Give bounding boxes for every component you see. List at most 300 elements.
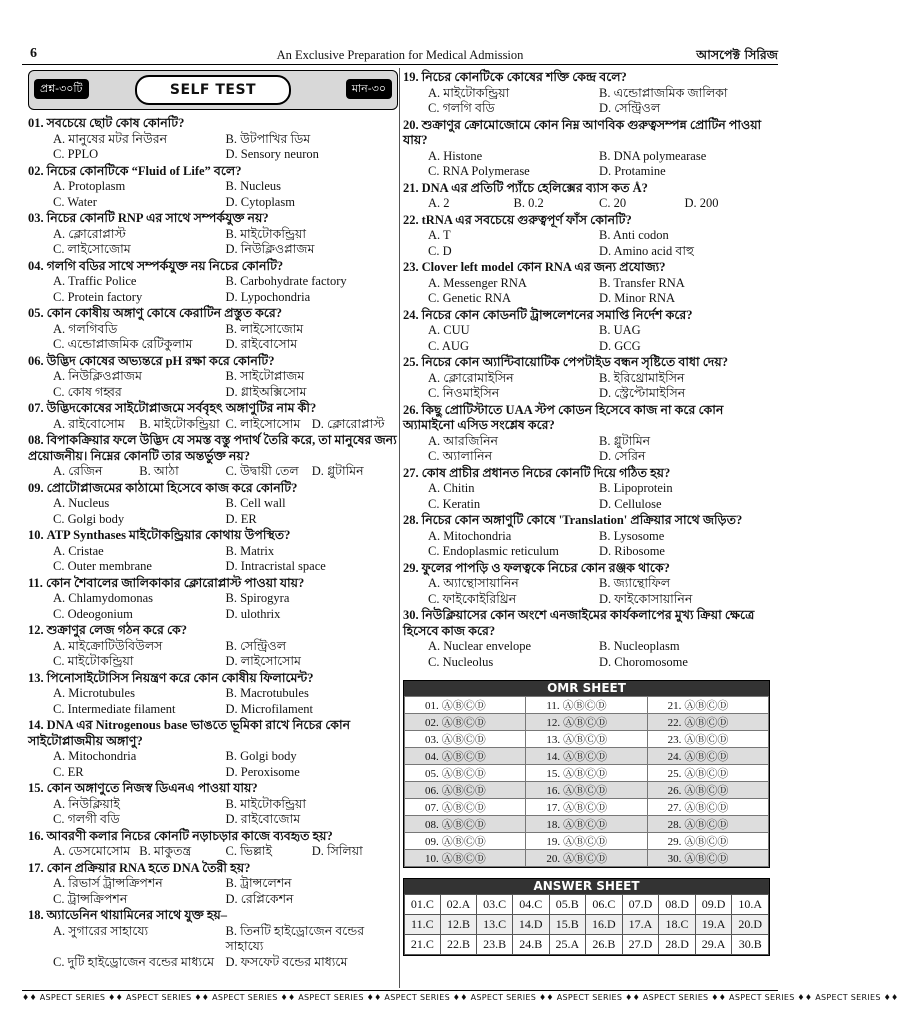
answer-option: D. GCG [599, 338, 641, 353]
answer-option: D. ফাইকোসায়ানিন [599, 591, 693, 606]
question-text: DNA এর প্রতিটি প্যাঁচে হেলিক্সের ব্যাস কত Å? [421, 180, 648, 195]
answer-option: A. সুগারের সাহায্যে [53, 923, 149, 938]
option-list [28, 844, 398, 860]
question-text: নিচের কোনটি RNP এর সাথে সম্পর্কযুক্ত নয়? [46, 211, 269, 225]
option-list [403, 196, 770, 212]
answer-option: C. AUG [428, 338, 469, 353]
answer-option: A. Chlamydomonas [53, 591, 153, 605]
answer-cell: 13.C [477, 915, 513, 935]
question-text: ফুলের পাপড়ি ও ফলত্বকে নিচের কোন রঞ্জক থাকে? [421, 560, 670, 575]
omr-bubbles: ⒶⒷⒸⒹ [441, 767, 486, 780]
option-list [28, 749, 398, 780]
answer-option: A. রাইবোসোম [53, 416, 125, 431]
answer-option: A. Cristae [53, 543, 104, 558]
answer-option: C. Protein factory [53, 289, 143, 304]
answer-cell: 12.B [440, 915, 477, 935]
answer-title: ANSWER SHEET [404, 879, 769, 894]
omr-cell [647, 799, 768, 816]
answer-option: A. Nucleus [53, 496, 110, 510]
question-item [28, 671, 398, 718]
question-number: 21. [403, 180, 419, 195]
omr-cell [405, 714, 526, 731]
omr-row [405, 748, 769, 765]
answer-option: D. Sensory neuron [225, 147, 319, 161]
answer-option: D. 200 [684, 196, 719, 210]
answer-cell: 10.A [732, 895, 769, 915]
omr-row [405, 697, 769, 714]
question-text: উদ্ভিদ কোষের অভ্যন্তরে pH রক্ষা করে কোনটি? [46, 353, 275, 368]
series-name: আসপেক্ট সিরিজ [696, 47, 778, 62]
question-text: নিচের কোন কোডনটি ট্রান্সলেশনের সমাপ্তি নির্দেশ করে? [421, 307, 693, 322]
answer-option: A. CUU [428, 323, 470, 337]
question-item [403, 70, 770, 117]
question-item [403, 608, 770, 670]
question-text: নিচের কোনটিকে “Fluid of Life” বলে? [46, 163, 242, 178]
omr-bubbles: ⒶⒷⒸⒹ [441, 750, 486, 763]
answer-option: B. Transfer RNA [599, 275, 685, 290]
omr-cell [405, 765, 526, 782]
answer-option: D. গ্লাইঅক্সিসোম [225, 384, 307, 399]
question-number: 30. [403, 608, 419, 622]
question-text: শুক্রাণুর ক্রোমোজোমে কোন নিম্ন আণবিক গুরুত্বসম্পন্ন প্রোটিন পাওয়া যায়? [403, 117, 762, 147]
answer-option: C. লাইসোজোম [53, 242, 131, 256]
answer-option: B. DNA polymearase [599, 148, 707, 163]
answer-cell: 03.C [477, 895, 513, 915]
question-text: tRNA এর সবচেয়ে গুরুত্বপূর্ণ ফাঁস কোনটি? [421, 212, 632, 227]
column-divider [399, 68, 400, 988]
question-item [28, 164, 398, 211]
omr-bubbles: ⒶⒷⒸⒹ [684, 733, 729, 746]
option-list [28, 322, 398, 353]
option-list [28, 797, 398, 828]
answer-option: C. নিওমাইসিন [428, 386, 500, 400]
option-list [28, 417, 398, 433]
option-list [403, 323, 770, 354]
omr-cell [647, 748, 768, 765]
omr-number: 23. [667, 734, 682, 746]
question-text: সবচেয়ে ছোট কোষ কোনটি? [46, 116, 185, 130]
omr-cell [526, 799, 647, 816]
omr-bubbles: ⒶⒷⒸⒹ [684, 699, 729, 712]
answer-option: D. Cytoplasm [225, 194, 295, 209]
question-text: DNA এর Nitrogenous base ভাঙতে ভূমিকা রাখে নিচের কোন সাইটোপ্লাজমীয় অঙ্গাণু? [28, 718, 351, 748]
answer-option: A. Protoplasm [53, 179, 126, 193]
omr-bubbles: ⒶⒷⒸⒹ [441, 852, 486, 865]
answer-option: B. গ্লুটামিন [599, 433, 651, 448]
question-item [403, 466, 770, 513]
answer-option: C. কোষ গহ্বর [53, 384, 122, 399]
omr-cell [526, 816, 647, 833]
question-item [28, 528, 398, 575]
answer-option: A. Microtubules [53, 686, 135, 700]
answer-option: C. গলগি বডি [428, 101, 495, 115]
question-number: 02. [28, 163, 44, 178]
question-item [403, 403, 770, 465]
answer-cell: 08.D [659, 895, 696, 915]
question-number: 15. [28, 781, 44, 795]
omr-cell [405, 748, 526, 765]
answer-option: D. লাইসোসোম [225, 654, 301, 668]
answer-option: C. লাইসোসোম [225, 416, 301, 431]
omr-number: 19. [546, 836, 561, 848]
omr-number: 18. [546, 819, 561, 831]
omr-bubbles: ⒶⒷⒸⒹ [684, 835, 729, 848]
omr-bubbles: ⒶⒷⒸⒹ [563, 784, 608, 797]
omr-number: 07. [425, 802, 439, 814]
question-number: 01. [28, 116, 44, 130]
omr-bubbles: ⒶⒷⒸⒹ [563, 733, 608, 746]
answer-option: D. Lypochondria [225, 289, 311, 304]
question-number: 20. [403, 117, 419, 132]
answer-option: B. জ্যান্থোফিল [599, 576, 671, 590]
omr-number: 09. [425, 836, 439, 848]
answer-option: D. Amino acid বাহু [599, 243, 694, 258]
question-number: 18. [28, 908, 44, 922]
omr-row [405, 816, 769, 833]
answer-option: C. উদ্বায়ী তেল [225, 464, 299, 478]
omr-row [405, 782, 769, 799]
answer-cell: 30.B [732, 935, 769, 955]
answer-cell: 16.D [586, 915, 623, 935]
answer-option: C. Nucleolus [428, 654, 494, 669]
omr-bubbles: ⒶⒷⒸⒹ [562, 699, 607, 712]
question-number: 28. [403, 513, 419, 527]
question-count: প্রশ্ন-৩০টি [34, 79, 89, 99]
answer-option: C. 20 [599, 196, 627, 210]
answer-cell: 06.C [586, 895, 623, 915]
omr-cell [526, 731, 647, 748]
omr-number: 13. [546, 734, 561, 746]
question-item [28, 116, 398, 163]
option-list [403, 86, 770, 117]
omr-bubbles: ⒶⒷⒸⒹ [684, 852, 729, 865]
question-number: 16. [28, 828, 44, 843]
omr-bubbles: ⒶⒷⒸⒹ [441, 784, 486, 797]
question-number: 03. [28, 211, 44, 225]
omr-row [405, 765, 769, 782]
answer-option: C. অ্যালানিন [428, 449, 493, 463]
question-text: আবরণী কলার নিচের কোনটি নড়াচড়ার কাজে ব্যবহৃত হয়? [46, 828, 333, 843]
omr-cell [526, 748, 647, 765]
answer-option: B. Carbohydrate factory [225, 274, 347, 288]
answer-option: A. ক্লোরোপ্লাস্ট [53, 226, 126, 241]
answer-cell: 28.D [659, 935, 696, 955]
answer-cell: 05.B [549, 895, 586, 915]
question-text: কোন শৈবালের জালিকাকার ক্লোরোপ্লাস্ট পাওয়া যায়? [45, 575, 305, 590]
omr-cell [526, 765, 647, 782]
marks: মান-৩০ [346, 79, 392, 99]
omr-number: 17. [546, 802, 561, 814]
answer-cell: 17.A [622, 915, 659, 935]
footer-strip: ♦♦ ASPECT SERIES ♦♦ ASPECT SERIES ♦♦ ASPECT SERIES ♦♦ ASPECT SERIES ♦♦ ASPECT SERIES ♦♦ ASPECT SERIES ♦♦ ASPECT SERIES ♦♦ ASPECT SERIES ♦♦ ASPECT SERIES ♦♦ ASPECT SERIES ♦♦ [22, 990, 778, 1002]
answer-option: A. মাইটোকন্ড্রিয়া [428, 85, 510, 100]
omr-bubbles: ⒶⒷⒸⒹ [441, 733, 486, 746]
answer-option: B. ট্রান্সলেশন [225, 876, 292, 890]
question-item [28, 718, 398, 780]
question-text: কোন অঙ্গাণুতে নিজস্ব ডিএনএ পাওয়া যায়? [46, 781, 258, 795]
question-item [28, 354, 398, 401]
answer-cell: 29.A [695, 935, 732, 955]
omr-bubbles: ⒶⒷⒸⒹ [684, 767, 729, 780]
answer-option: A. গলগিবডি [53, 321, 118, 336]
question-item [28, 401, 398, 432]
question-item [403, 561, 770, 608]
question-text: কোন কোষীয় অঙ্গাণু কোষে কেরাটিন প্রস্তুত করে? [46, 306, 282, 320]
answer-cell: 23.B [477, 935, 513, 955]
question-number: 10. [28, 528, 44, 542]
answer-option: A. Traffic Police [53, 274, 137, 288]
question-number: 13. [28, 670, 44, 685]
answer-cell: 18.C [659, 915, 696, 935]
answer-option: A. Mitochondria [428, 528, 512, 543]
answer-option: C. গলগী বডি [53, 812, 120, 826]
answer-option: B. সাইটোপ্লাজম [225, 369, 305, 383]
option-list [28, 686, 398, 717]
omr-cell [526, 714, 647, 731]
omr-number: 24. [667, 751, 682, 763]
answer-option: B. মাকুতন্ত্র [139, 844, 192, 858]
answer-option: D. Choromosome [599, 654, 688, 669]
question-text: কোষ প্রাচীর প্রধানত নিচের কোনটি দিয়ে গঠিত হয়? [421, 465, 671, 480]
answer-option: A. রিভার্স ট্রান্সক্রিপশন [53, 876, 163, 890]
answer-option: D. ulothrix [225, 606, 281, 621]
answer-option: A. অ্যান্থোসায়ানিন [428, 576, 519, 590]
answer-cell: 01.C [405, 895, 441, 915]
option-list [28, 591, 398, 622]
page-number: 6 [30, 46, 37, 61]
omr-cell [526, 833, 647, 850]
answer-option: A. ক্লোরোমাইসিন [428, 370, 514, 385]
answer-option: B. Macrotubules [225, 686, 309, 700]
question-item [403, 260, 770, 307]
question-text: প্রোটোপ্লাজমের কাঠামো হিসেবে কাজ করে কোনটি? [46, 480, 298, 495]
question-item [403, 118, 770, 180]
answer-option: B. মাইটোকন্ড্রিয়া [225, 226, 307, 241]
answer-option: B. Anti codon [599, 228, 669, 242]
option-list [28, 179, 398, 210]
omr-number: 12. [546, 717, 561, 729]
answer-option: B. Nucleoplasm [599, 639, 680, 653]
answer-option: D. ফসফেট বন্ডের মাধ্যমে [225, 954, 348, 969]
answer-option: A. 2 [428, 196, 450, 210]
omr-bubbles: ⒶⒷⒸⒹ [684, 750, 729, 763]
omr-row [405, 714, 769, 731]
omr-number: 22. [667, 717, 682, 729]
answer-cell: 27.D [622, 935, 659, 955]
answer-row [405, 915, 769, 935]
option-list [403, 639, 770, 670]
answer-row [405, 895, 769, 915]
omr-bubbles: ⒶⒷⒸⒹ [684, 801, 729, 814]
option-list [28, 876, 398, 907]
answer-option: D. Minor RNA [599, 291, 676, 305]
question-item [403, 308, 770, 355]
answer-option: D. সেন্ট্রিওল [599, 101, 661, 115]
answer-option: C. ER [53, 764, 84, 779]
option-list [403, 276, 770, 307]
omr-number: 02. [425, 717, 439, 729]
option-list [28, 639, 398, 670]
self-test-title: SELF TEST [135, 75, 291, 105]
answer-option: C. D [428, 243, 452, 258]
omr-number: 16. [546, 785, 561, 797]
answer-cell: 21.C [405, 935, 441, 955]
left-question-list [28, 116, 398, 970]
option-list [403, 371, 770, 402]
omr-bubbles: ⒶⒷⒸⒹ [563, 835, 608, 848]
self-test-banner [28, 70, 398, 110]
omr-number: 08. [425, 819, 439, 831]
answer-option: D. রাইবোজোম [225, 812, 301, 826]
omr-cell [405, 799, 526, 816]
answer-option: A. মাইক্রোটিউবিউলস [53, 638, 163, 653]
question-item [28, 211, 398, 258]
answer-option: D. সিলিয়া [311, 844, 363, 858]
omr-number: 05. [425, 768, 439, 780]
answer-option: C. এন্ডোপ্লাজমিক রেটিকুলাম [53, 337, 193, 351]
answer-option: C. ভিল্লাই [225, 844, 272, 858]
answer-option: A. নিউক্লিওপ্লাজম [53, 369, 142, 383]
omr-bubbles: ⒶⒷⒸⒹ [441, 801, 486, 814]
answer-option: D. গ্লুটামিন [311, 464, 364, 478]
omr-number: 26. [667, 785, 682, 797]
answer-option: D. Peroxisome [225, 764, 300, 779]
omr-cell [405, 697, 526, 714]
omr-bubbles: ⒶⒷⒸⒹ [441, 818, 486, 831]
question-text: বিপাকক্রিয়ার ফলে উদ্ভিদ যে সমস্ত বস্তু পদার্থ তৈরি করে, তা মানুষের জন্য প্রয়োজনীয়। নিম্নের কোনটি তার অন্তর্ভুক্ত নয়? [28, 433, 397, 463]
answer-option: C. দুটি হাইড্রোজেন বন্ডের মাধ্যমে [53, 954, 215, 969]
question-item [28, 306, 398, 353]
question-item [403, 213, 770, 260]
answer-option: B. Lipoprotein [599, 481, 673, 495]
omr-number: 03. [425, 734, 439, 746]
question-item [28, 781, 398, 828]
answer-option: D. Ribosome [599, 544, 665, 558]
omr-bubbles: ⒶⒷⒸⒹ [563, 750, 608, 763]
omr-bubbles: ⒶⒷⒸⒹ [563, 852, 608, 865]
omr-number: 27. [667, 802, 682, 814]
omr-bubbles: ⒶⒷⒸⒹ [684, 784, 729, 797]
omr-number: 25. [667, 768, 682, 780]
question-item [28, 829, 398, 860]
omr-number: 28. [667, 819, 682, 831]
answer-option: A. Histone [428, 148, 483, 163]
answer-cell: 14.D [512, 915, 549, 935]
omr-number: 15. [546, 768, 561, 780]
question-text: কোন প্রক্রিয়ার RNA হতে DNA তৈরী হয়? [46, 860, 251, 875]
answer-option: B. এন্ডোপ্লাজমিক জালিকা [599, 85, 728, 100]
question-number: 09. [28, 480, 44, 495]
omr-bubbles: ⒶⒷⒸⒹ [563, 716, 608, 729]
answer-option: A. Nuclear envelope [428, 639, 532, 653]
option-list [403, 529, 770, 560]
omr-number: 11. [546, 700, 560, 712]
answer-option: B. Nucleus [225, 179, 282, 193]
question-number: 11. [28, 575, 43, 590]
omr-bubbles: ⒶⒷⒸⒹ [441, 699, 486, 712]
answer-option: B. Matrix [225, 543, 275, 558]
answer-option: C. ফাইকোইরিথ্রিন [428, 591, 517, 606]
answer-option: B. উটপাখির ডিম [225, 131, 311, 146]
answer-option: A. Messenger RNA [428, 275, 527, 290]
answer-option: B. লাইসোজোম [225, 321, 304, 336]
answer-option: D. স্ট্রেপ্টোমাইসিন [599, 386, 686, 400]
omr-number: 10. [425, 853, 439, 865]
answer-option: D. Protamine [599, 164, 666, 178]
right-column [403, 70, 770, 956]
answer-option: A. রেজিন [53, 464, 103, 478]
omr-cell [647, 731, 768, 748]
answer-option: B. Cell wall [225, 496, 286, 510]
question-text: ATP Synthases মাইটোকন্ড্রিয়ার কোথায় উপস্থিত? [46, 528, 291, 542]
answer-option: C. মাইটোকন্ড্রিয়া [53, 654, 134, 668]
option-list [403, 228, 770, 259]
answer-option: C. Endoplasmic reticulum [428, 544, 559, 558]
omr-cell [526, 782, 647, 799]
answer-option: C. Intermediate filament [53, 701, 176, 716]
omr-bubbles: ⒶⒷⒸⒹ [563, 801, 608, 814]
answer-option: B. 0.2 [513, 196, 544, 210]
question-text: কিছু প্রোটিস্টাতে UAA স্টপ কোডন হিসেবে কাজ না করে কোন অ্যামাইনো এসিড সংশ্লেষ করে? [403, 402, 724, 432]
answer-option: C. Genetic RNA [428, 291, 511, 305]
question-number: 12. [28, 623, 44, 637]
answer-cell: 20.D [732, 915, 769, 935]
answer-option: B. মাইটোকন্ড্রিয়া [225, 796, 307, 811]
question-item [403, 513, 770, 560]
omr-bubbles: ⒶⒷⒸⒹ [441, 716, 486, 729]
option-list [403, 434, 770, 465]
question-number: 07. [28, 401, 44, 415]
question-number: 08. [28, 433, 44, 447]
question-item [28, 481, 398, 528]
answer-cell: 22.B [440, 935, 477, 955]
header-title: An Exclusive Preparation for Medical Admission [276, 48, 524, 62]
question-text: নিচের কোনটিকে কোষের শক্তি কেন্দ্র বলে? [421, 70, 627, 84]
omr-bubbles: ⒶⒷⒸⒹ [563, 818, 608, 831]
omr-cell [405, 816, 526, 833]
question-text: উদ্ভিদকোষের সাইটোপ্লাজমে সর্ববৃহৎ অঙ্গাণুটির নাম কী? [46, 401, 317, 415]
option-list [28, 132, 398, 163]
option-list [28, 544, 398, 575]
omr-number: 30. [667, 853, 682, 865]
omr-number: 01. [425, 700, 439, 712]
omr-cell [526, 850, 647, 867]
omr-number: 29. [667, 836, 682, 848]
omr-cell [647, 697, 768, 714]
question-number: 25. [403, 355, 419, 369]
answer-option: D. রাইবোসোম [225, 337, 298, 351]
question-item [28, 908, 398, 970]
answer-cell: 04.C [512, 895, 549, 915]
omr-cell [405, 782, 526, 799]
omr-bubbles: ⒶⒷⒸⒹ [563, 767, 608, 780]
option-list [403, 576, 770, 607]
question-number: 14. [28, 718, 44, 732]
question-text: Clover left model কোন RNA এর জন্য প্রযোজ্য? [421, 260, 666, 274]
answer-option: A. নিউক্লিয়াই [53, 796, 120, 811]
answer-option: D. রেপ্লিকেশন [225, 891, 294, 906]
answer-option: B. তিনটি হাইড্রোজেন বন্ডের সাহায্যে [225, 923, 365, 953]
question-number: 23. [403, 260, 419, 274]
answer-option: A. ডেসমোসোম [53, 844, 131, 858]
answer-option: B. সেন্ট্রিওল [225, 638, 287, 653]
omr-row [405, 799, 769, 816]
omr-cell [647, 782, 768, 799]
omr-cell [647, 833, 768, 850]
question-number: 24. [403, 307, 419, 322]
answer-cell: 07.D [622, 895, 659, 915]
answer-cell: 09.D [695, 895, 732, 915]
